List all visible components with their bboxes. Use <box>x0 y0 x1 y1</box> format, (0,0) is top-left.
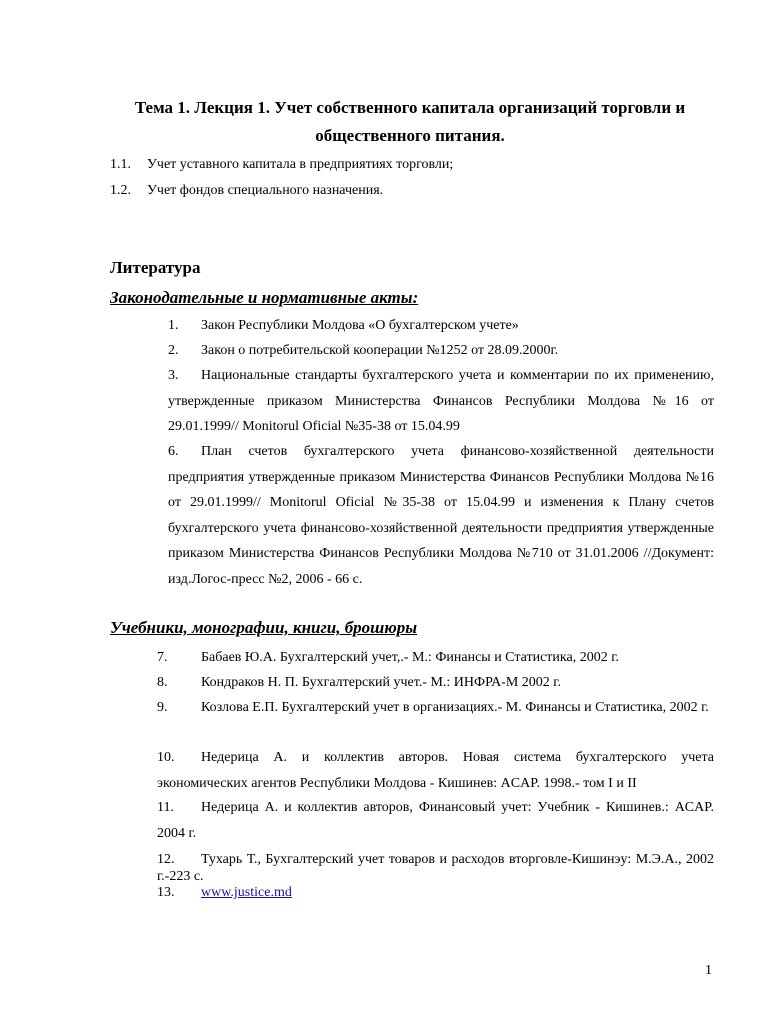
topic-number: 1.1. <box>110 157 131 172</box>
item-number: 7. <box>157 650 168 665</box>
item-number: 10. <box>157 750 175 765</box>
page-title <box>90 94 730 150</box>
item-text: Закон о потребительской кооперации №1252 от 28.09.2000г. <box>201 343 559 358</box>
list-item <box>157 670 714 696</box>
textbooks-heading: Учебники, монографии, книги, брошюры <box>110 618 418 637</box>
list-item <box>157 745 714 796</box>
list-item <box>168 338 714 364</box>
item-text: Недерица А. и коллектив авторов, Финансовый учет: Учебник - Кишинев.: ACAP. 2004 г. <box>157 800 714 841</box>
justice-md-link[interactable]: www.justice.md <box>201 885 292 900</box>
item-number: 6. <box>168 444 179 459</box>
topic-text: Учет фондов специального назначения. <box>147 183 384 198</box>
list-item <box>157 795 714 846</box>
topic-text: Учет уставного капитала в предприятиях торговли; <box>147 157 454 172</box>
item-text: Тухарь Т., Бухгалтерский учет товаров и расходов вторговле-Кишинэу: М.Э.А., 2002 г.-223 с. <box>157 852 714 884</box>
item-text: Недерица А. и коллектив авторов. Новая система бухгалтерского учета экономических агентов Республики Молдова - Кишинев: ACAP. 1998.- том I и II <box>157 750 714 791</box>
item-number: 1. <box>168 318 179 333</box>
title-line-1: Тема 1. Лекция 1. Учет собственного капитала организаций торговли и <box>134 98 686 117</box>
page-number: 1 <box>705 963 712 978</box>
item-number: 3. <box>168 368 179 383</box>
list-item <box>168 439 714 593</box>
item-text: Национальные стандарты бухгалтерского учета и комментарии по их применению, утвержденные приказом Министерства Финансов Республики Молдова №16 от 29.01.1999// Monitorul Oficial №35-38 от 15.04.99 <box>168 368 714 435</box>
topic-item <box>110 183 383 199</box>
item-text: Козлова Е.П. Бухгалтерский учет в организациях.- М. Финансы и Статистика, 2002 г. <box>201 700 709 715</box>
item-number: 11. <box>157 800 174 815</box>
topic-item <box>110 157 453 173</box>
item-number: 8. <box>157 675 168 690</box>
list-item <box>168 313 714 339</box>
list-item <box>157 884 714 901</box>
item-number: 9. <box>157 700 168 715</box>
item-number: 12. <box>157 852 175 867</box>
legislative-heading: Законодательные и нормативные акты: <box>110 288 419 307</box>
item-number: 13. <box>157 885 175 900</box>
list-item <box>157 645 714 671</box>
item-text: Кондраков Н. П. Бухгалтерский учет.- М.: ИНФРА-М 2002 г. <box>201 675 561 690</box>
topic-number: 1.2. <box>110 183 131 198</box>
item-text: Закон Республики Молдова «О бухгалтерском учете» <box>201 318 519 333</box>
item-text: План счетов бухгалтерского учета финансово-хозяйственной деятельности предприятия утвержденные приказом Министерства Финансов Республики Молдова №16 от 29.01.1999// Monitorul Oficial №35-38 от 15.04.99 и изменения к Плану счетов бухгалтерского учета финансово-хозяйственной деятельности предприятия утвержденные приказом Министерства Финансов Республики Молдова №710 от 31.01.2006 //Документ: изд.Логос-пресс №2, 2006 - 66 с. <box>168 444 714 587</box>
list-item <box>157 695 714 721</box>
title-line-2: общественного питания. <box>315 126 505 145</box>
literature-heading: Литература <box>110 258 201 277</box>
list-item <box>168 363 714 440</box>
item-number: 2. <box>168 343 179 358</box>
list-item <box>157 851 714 885</box>
item-text: Бабаев Ю.А. Бухгалтерский учет,.- М.: Финансы и Статистика, 2002 г. <box>201 650 619 665</box>
